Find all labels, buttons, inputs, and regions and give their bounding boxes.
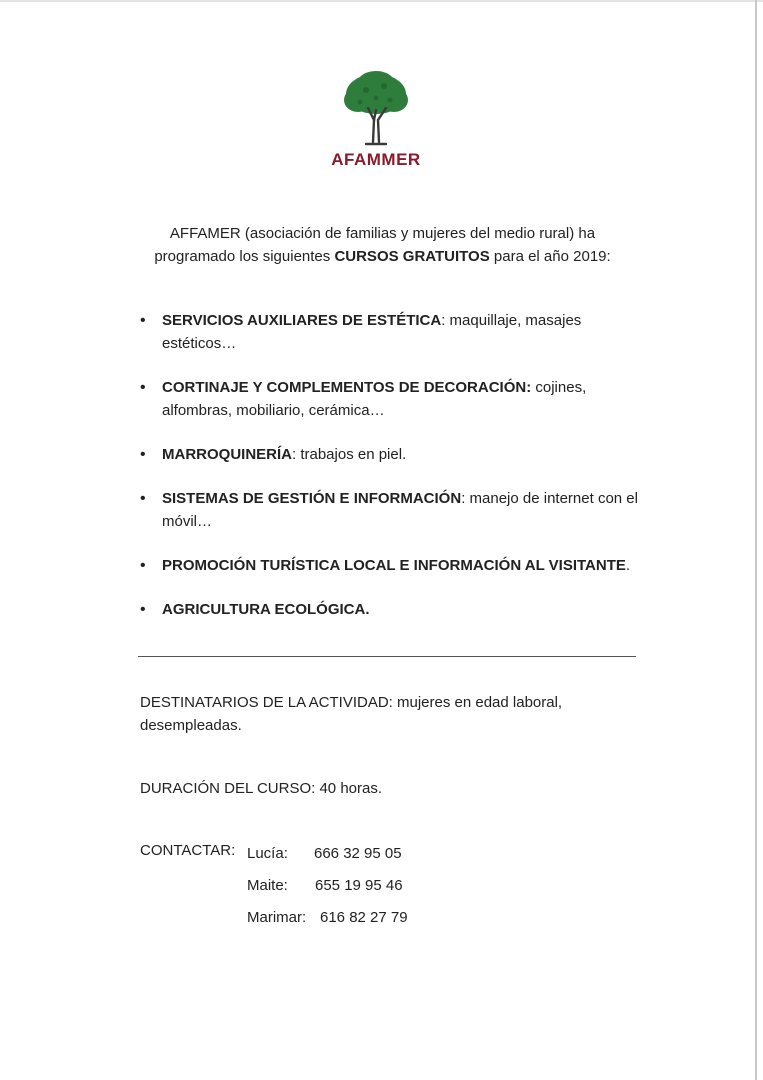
contact-entry xyxy=(247,842,402,865)
tree-icon xyxy=(340,70,412,146)
intro-highlight: CURSOS GRATUITOS xyxy=(334,248,490,265)
course-detail: cojines, alfombras, mobiliario, cerámica… xyxy=(162,379,587,419)
contact-label: CONTACTAR: xyxy=(140,842,236,859)
contact-phone: 616 82 27 79 xyxy=(320,909,408,926)
logo-text: AFAMMER xyxy=(331,150,421,169)
list-item xyxy=(140,309,640,355)
bullet-icon: • xyxy=(140,601,146,618)
bullet-icon: • xyxy=(140,557,146,574)
course-detail: . xyxy=(625,557,631,574)
intro-paragraph xyxy=(130,222,635,268)
course-detail: : trabajos en piel. xyxy=(292,446,407,463)
contact-name: Marimar: xyxy=(247,909,307,926)
list-item xyxy=(140,376,640,422)
list-item xyxy=(140,487,640,533)
course-title: PROMOCIÓN TURÍSTICA LOCAL E INFORMACIÓN AL VISITANTE xyxy=(162,557,626,574)
recipients-text: DESTINATARIOS DE LA ACTIVIDAD: mujeres en edad laboral, desempleadas. xyxy=(140,694,563,734)
course-list xyxy=(140,309,640,642)
contact-entry xyxy=(247,906,408,929)
contact-phone: 666 32 95 05 xyxy=(314,845,402,862)
course-title: MARROQUINERÍA xyxy=(162,446,292,463)
bullet-icon: • xyxy=(140,446,146,463)
course-detail: : maquillaje, masajes estéticos… xyxy=(162,312,582,352)
list-item xyxy=(140,598,640,621)
contact-entry xyxy=(247,874,403,897)
intro-text-start: AFFAMER (asociación de familias y mujeres del medio rural) ha programado los siguientes xyxy=(154,225,596,265)
course-title: SISTEMAS DE GESTIÓN E INFORMACIÓN xyxy=(162,490,462,507)
duration-text: DURACIÓN DEL CURSO: 40 horas. xyxy=(140,780,383,797)
afammer-logo xyxy=(316,70,436,170)
contact-name: Lucía: xyxy=(247,845,288,862)
page-top-edge xyxy=(0,0,763,2)
course-title: CORTINAJE Y COMPLEMENTOS DE DECORACIÓN: xyxy=(162,379,532,396)
contact-phone: 655 19 95 46 xyxy=(315,877,403,894)
bullet-icon: • xyxy=(140,312,146,329)
course-title: SERVICIOS AUXILIARES DE ESTÉTICA xyxy=(162,312,442,329)
section-divider xyxy=(138,656,636,657)
list-item xyxy=(140,443,640,466)
course-detail: : manejo de internet con el móvil… xyxy=(162,490,638,530)
list-item xyxy=(140,554,640,577)
bullet-icon: • xyxy=(140,490,146,507)
bullet-icon: • xyxy=(140,379,146,396)
contact-name: Maite: xyxy=(247,877,288,894)
course-title: AGRICULTURA ECOLÓGICA. xyxy=(162,601,370,618)
intro-text-end: para el año 2019: xyxy=(489,248,611,265)
page-right-edge xyxy=(755,0,757,1080)
